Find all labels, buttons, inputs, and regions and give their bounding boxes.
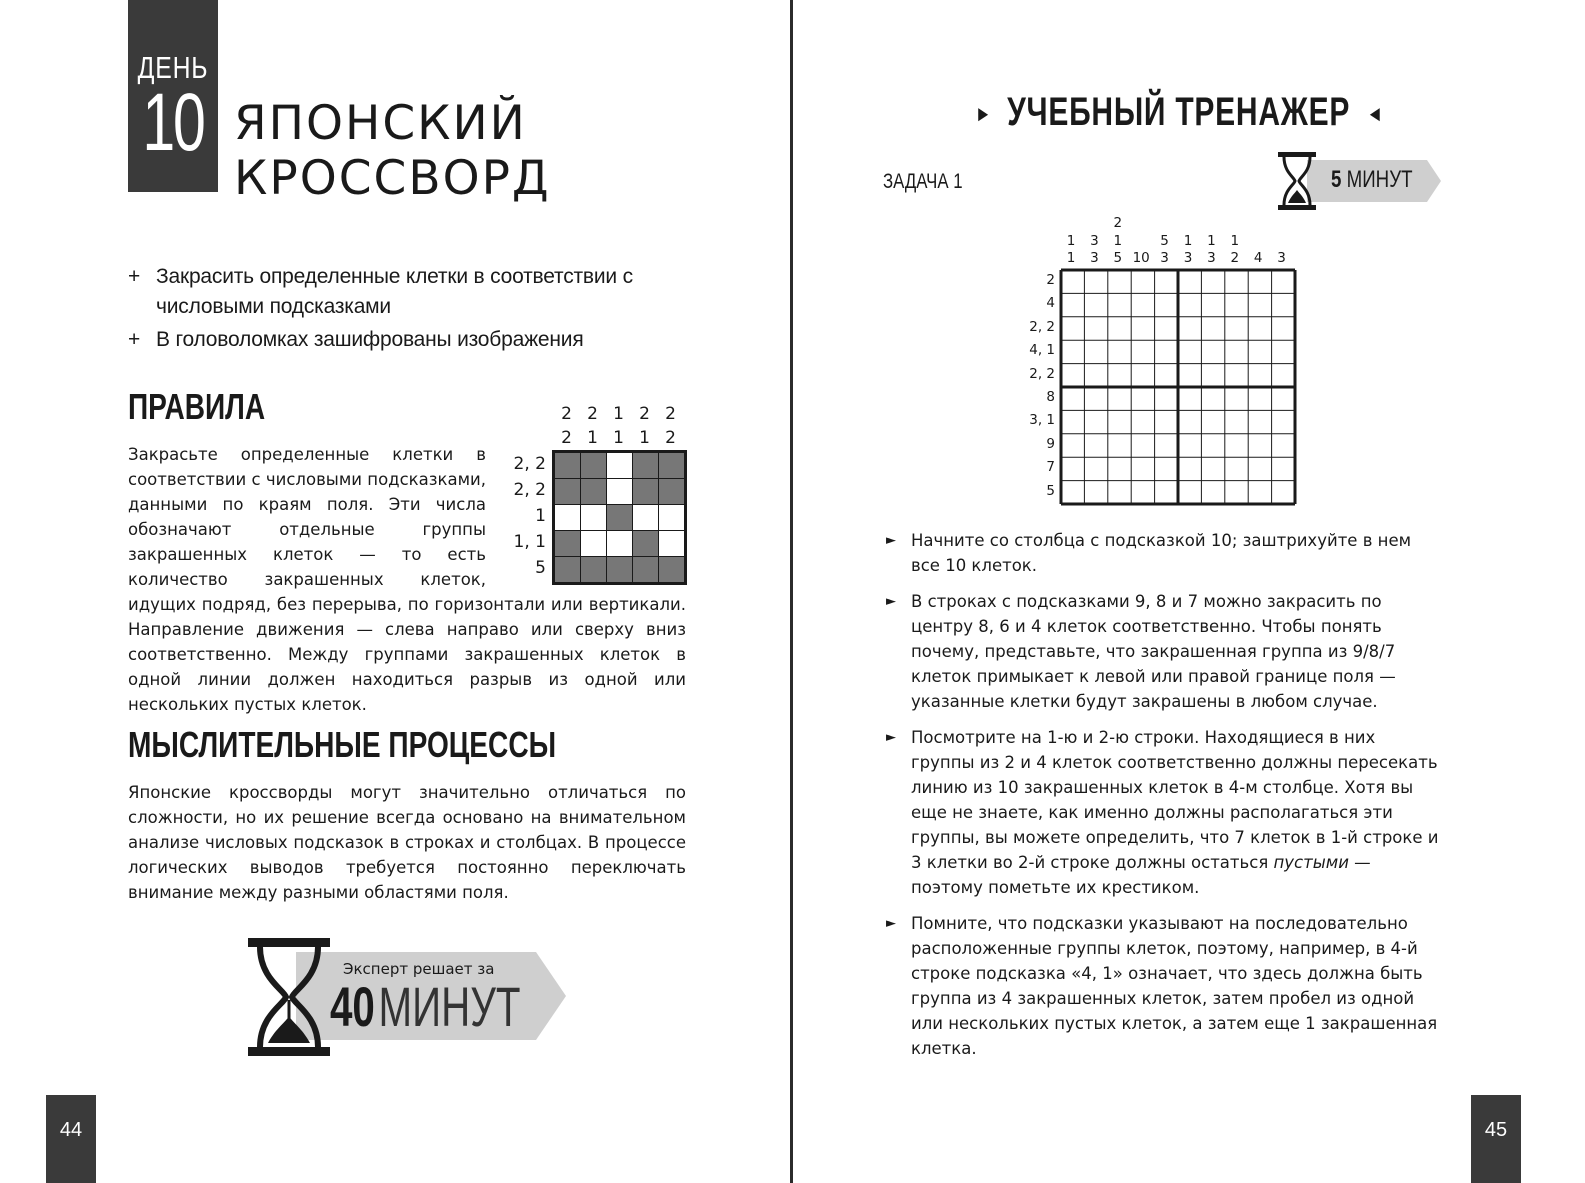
triangle-bullet-icon: ► <box>886 916 896 931</box>
puzzle-column-clue: 2 1 5 <box>1113 215 1123 266</box>
puzzle-row-clue: 4 <box>1046 295 1055 312</box>
puzzle-column-clue: 1 1 <box>1066 232 1076 266</box>
timer-unit: МИНУТ <box>1346 166 1413 193</box>
puzzle-row-clue: 4, 1 <box>1029 342 1055 359</box>
puzzle-row-clue: 8 <box>1046 388 1055 405</box>
step-item <box>883 528 1443 578</box>
step-text-part: Посмотрите на 1-ю и 2-ю строки. Находящиеся в них группы из 2 и 4 клеток соответственно должны пересекать линию из 10 закрашенных клеток в 4-м столбце. Хотя вы еще не знаете, как именно должны располагаться эти группы, вы можете определить, что 7 клеток в 1-й строке и 3 клетки во 2-й строке должны остаться <box>911 728 1439 872</box>
day-label: ДЕНЬ <box>137 50 209 85</box>
section-title <box>975 90 1384 135</box>
goal-item <box>128 325 688 355</box>
steps-list <box>883 528 1443 1072</box>
example-column-clue: 1 1 <box>613 404 624 448</box>
expert-label: Эксперт решает за <box>343 960 495 978</box>
example-row-clue: 1 <box>535 506 546 526</box>
practice-puzzle <box>1023 215 1303 510</box>
goal-text: Закрасить определенные клетки в соответствии с числовыми подсказками <box>156 265 633 318</box>
plus-icon: + <box>128 328 141 351</box>
puzzle-column-clue: 1 3 <box>1207 232 1216 266</box>
hourglass-icon <box>1277 152 1317 210</box>
example-column-clue: 2 2 <box>665 404 676 448</box>
puzzle-row-clue: 2 <box>1046 272 1055 288</box>
example-column-clue: 2 2 <box>561 404 572 448</box>
puzzle-row-clue: 7 <box>1046 459 1055 476</box>
puzzle-column-clue: 3 3 <box>1090 232 1099 266</box>
hourglass-icon <box>246 938 332 1056</box>
puzzle-row-clue: 2, 2 <box>1029 365 1055 382</box>
expert-time-badge <box>246 938 576 1056</box>
goal-text: В головоломках зашифрованы изображения <box>156 328 584 351</box>
chapter-title-line2: КРОССВОРД <box>234 151 551 206</box>
example-row-clue: 5 <box>535 558 546 578</box>
puzzle-row-clue: 5 <box>1046 482 1055 499</box>
example-row-clue: 1, 1 <box>513 532 546 552</box>
triangle-right-icon: ► <box>975 101 993 127</box>
step-item <box>883 589 1443 714</box>
example-column-clue: 2 1 <box>639 404 650 448</box>
puzzle-row-clues <box>1023 269 1055 503</box>
section-title-text: УЧЕБНЫЙ ТРЕНАЖЕР <box>1007 90 1351 134</box>
step-text-part: — поэтому пометьте их крестиком. <box>911 853 1371 897</box>
triangle-bullet-icon: ► <box>886 730 896 745</box>
example-row-clue: 2, 2 <box>513 454 546 474</box>
puzzle-column-clue: 10 <box>1132 250 1150 266</box>
goals-list <box>128 262 688 358</box>
rules-heading: ПРАВИЛА <box>128 386 266 427</box>
step-text: Помните, что подсказки указывают на последовательно расположенные группы клеток, поэтому, например, в 4-й строке подсказка «4, 1» означает, что здесь должна быть группа из 4 закрашенных клеток, затем пробел из одной или нескольких пустых клеток, а затем еще 1 закрашенная клетка. <box>911 914 1438 1058</box>
day-block <box>128 0 218 192</box>
example-column-clue: 2 1 <box>587 404 598 448</box>
puzzle-column-clue: 1 3 <box>1183 232 1193 266</box>
page-number-right: 45 <box>1471 1095 1521 1183</box>
puzzle-column-clue: 4 <box>1253 250 1263 266</box>
triangle-bullet-icon: ► <box>886 533 896 548</box>
day-number: 10 <box>142 77 204 168</box>
example-row-clue: 2, 2 <box>513 480 546 500</box>
goal-item <box>128 262 688 322</box>
step-text: Начните со столбца с подсказкой 10; заштрихуйте в нем все 10 клеток. <box>911 531 1412 575</box>
right-page <box>793 0 1585 1183</box>
puzzle-column-clue: 3 <box>1277 250 1286 266</box>
step-item <box>883 911 1443 1061</box>
chapter-title <box>234 96 551 206</box>
task-label: ЗАДАЧА 1 <box>883 170 963 193</box>
puzzle-column-clue: 1 2 <box>1230 232 1240 266</box>
expert-time <box>330 974 520 1039</box>
page-number-left: 44 <box>46 1095 96 1183</box>
task-timer <box>1277 150 1447 212</box>
left-page <box>0 0 790 1183</box>
puzzle-row-clue: 3, 1 <box>1029 412 1055 429</box>
expert-time-unit: МИНУТ <box>378 975 521 1038</box>
plus-icon: + <box>128 265 141 288</box>
puzzle-column-clue: 5 3 <box>1160 232 1169 266</box>
puzzle-row-clue: 9 <box>1046 435 1055 452</box>
rules-text: Закрасьте определенные клетки в соответствии с числовыми подсказками, данными по краям поля. Эти числа обозначают отдельные группы закрашенных клеток — то есть количество закрашенных клеток, идущих подряд, без перерыва, по горизонтали или вертикали. Направление движения — слева направо или сверху вниз соответственно. Между группами закрашенных клеток в одной линии должен находиться разрыв из одной или нескольких пустых клеток. <box>128 445 686 714</box>
timer-minutes: 5 <box>1331 166 1342 193</box>
expert-time-number: 40 <box>330 975 375 1038</box>
step-emphasis: пустыми <box>1273 853 1349 872</box>
chapter-title-line1: ЯПОНСКИЙ <box>234 96 527 151</box>
thinking-paragraph <box>128 780 686 905</box>
step-text <box>911 728 1438 897</box>
thinking-text: Японские кроссворды могут значительно отличаться по сложности, но их решение всегда основано на внимательном анализе числовых подсказок в строках и столбцах. В процессе логических выводов требуется постоянно переключать внимание между разными областями поля. <box>128 783 686 902</box>
puzzle-row-clue: 2, 2 <box>1029 318 1055 335</box>
triangle-bullet-icon: ► <box>886 594 896 609</box>
puzzle-grid <box>1059 268 1299 508</box>
step-item <box>883 725 1443 900</box>
rules-paragraph <box>128 442 686 717</box>
thinking-heading: МЫСЛИТЕЛЬНЫЕ ПРОЦЕССЫ <box>128 724 557 765</box>
step-text: В строках с подсказками 9, 8 и 7 можно закрасить по центру 8, 6 и 4 клеток соответственно. Чтобы понять почему, представьте, что закрашенная группа из 9/8/7 клеток примыкает к левой или правой границе поля — указанные клетки будут закрашены в любом случае. <box>911 592 1396 711</box>
triangle-left-icon: ◄ <box>1366 101 1384 127</box>
timer-text <box>1331 166 1413 194</box>
